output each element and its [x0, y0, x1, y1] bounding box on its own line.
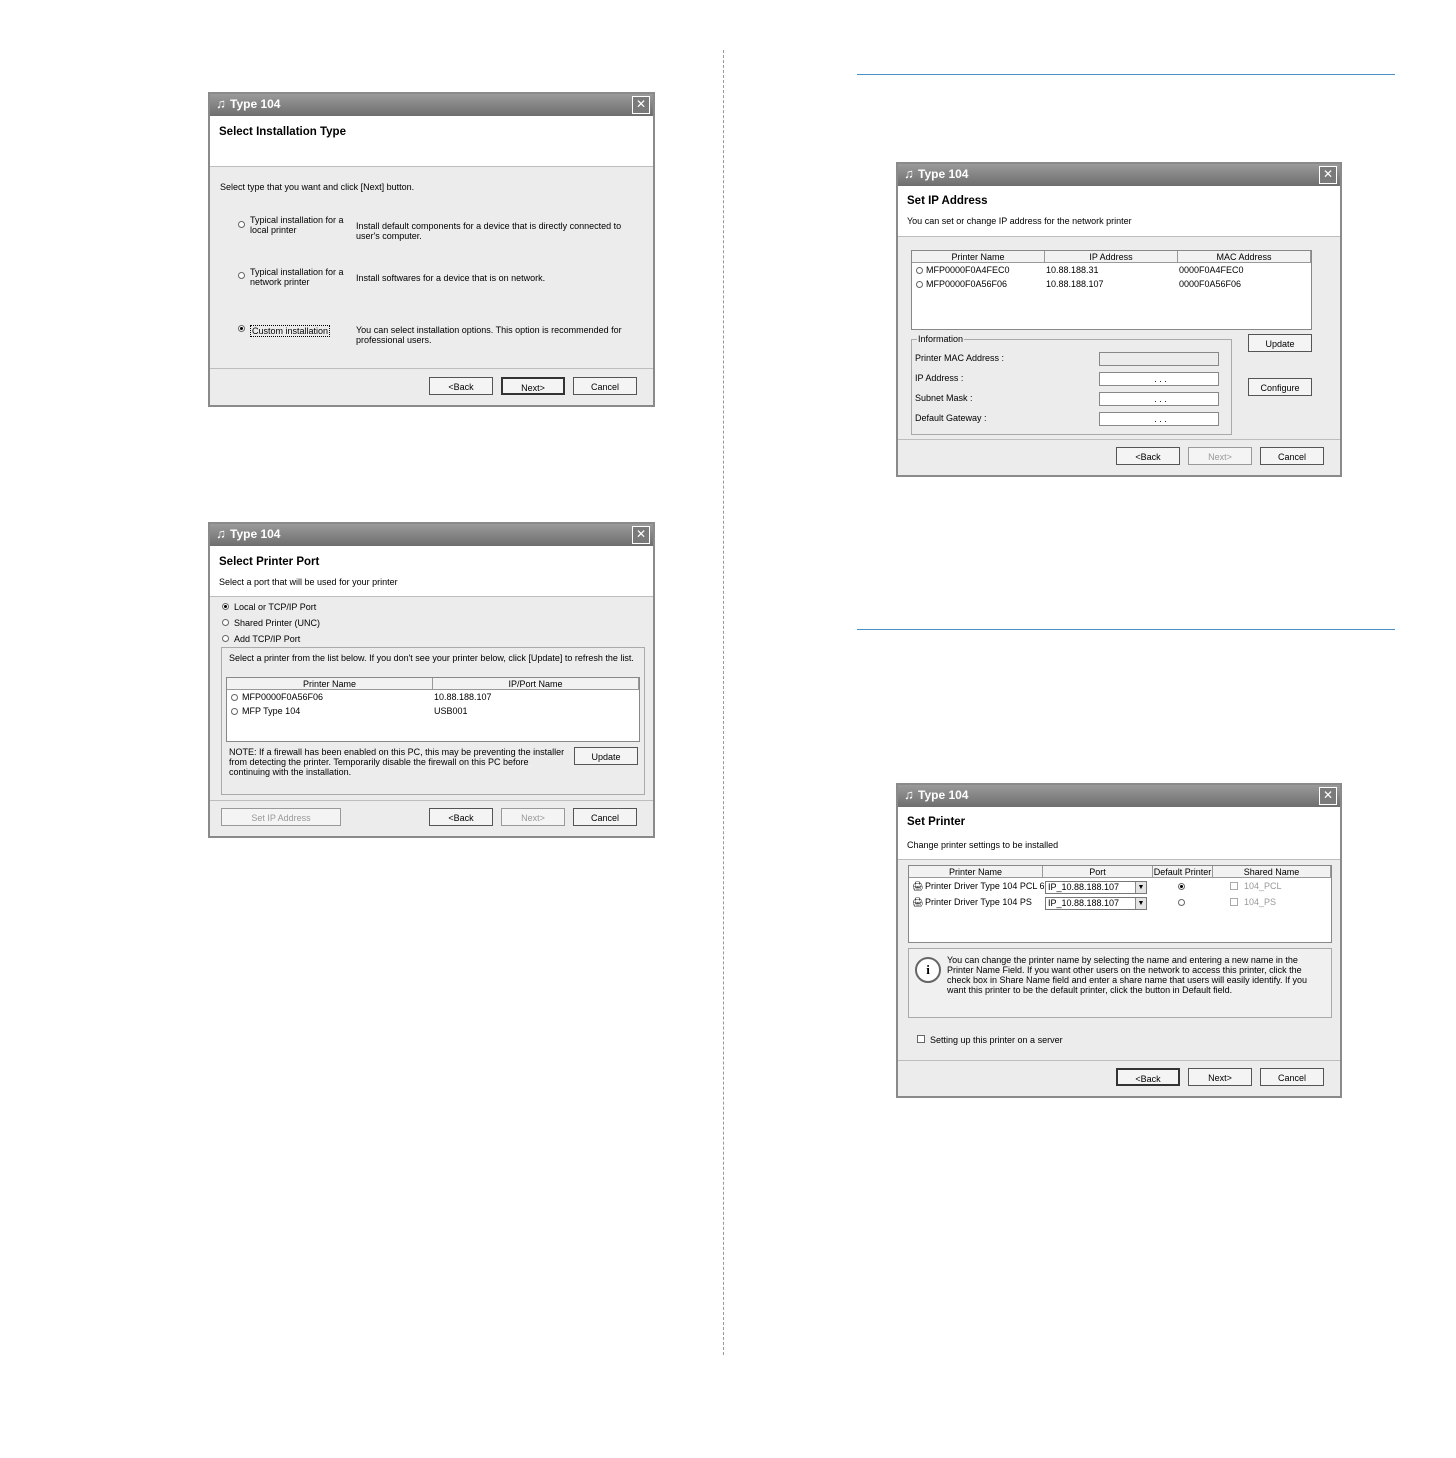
radio-add-tcpip-port[interactable]: [222, 635, 229, 642]
select-printer-port-dialog: [208, 522, 655, 838]
update-button[interactable]: Update: [1248, 334, 1312, 352]
list-instruction: Select a printer from the list below. If you don't see your printer below, click [Update] to refresh the list.: [229, 653, 634, 663]
default-gateway-input[interactable]: . . .: [1099, 412, 1219, 426]
option-desc-network: Install softwares for a device that is on network.: [356, 273, 546, 283]
row-radio[interactable]: [231, 694, 238, 701]
dialog-header: [210, 116, 653, 167]
port-option-shared[interactable]: Shared Printer (UNC): [234, 618, 321, 628]
port-select[interactable]: [1045, 881, 1147, 894]
window-title: Type 104: [230, 97, 281, 111]
next-button[interactable]: Next>: [501, 808, 565, 826]
radio-network-printer[interactable]: [238, 272, 245, 279]
row-printer-name[interactable]: MFP0000F0A56F06: [926, 279, 1008, 289]
footer-separator: [898, 1060, 1340, 1061]
information-group-label: Information: [918, 334, 964, 344]
chevron-down-icon[interactable]: ▼: [1135, 898, 1146, 909]
row-radio[interactable]: [916, 267, 923, 274]
server-checkbox-label[interactable]: Setting up this printer on a server: [930, 1035, 1063, 1045]
row-printer-name[interactable]: MFP Type 104: [242, 706, 301, 716]
column-header-default-printer[interactable]: Default Printer: [1153, 867, 1212, 877]
next-button[interactable]: Next>: [501, 377, 565, 395]
printer-icon: 🖨: [912, 881, 924, 891]
printer-list-group: [221, 647, 645, 795]
title-bar: [210, 94, 653, 116]
port-select[interactable]: [1045, 897, 1147, 910]
window-title: Type 104: [918, 167, 969, 181]
title-bar: [210, 524, 653, 546]
server-checkbox[interactable]: [917, 1035, 925, 1043]
column-header-shared-name[interactable]: Shared Name: [1213, 866, 1331, 878]
radio-local-tcpip-port[interactable]: [222, 603, 229, 610]
header-title: Set Printer: [907, 816, 966, 828]
installer-icon: ♫: [904, 166, 914, 181]
column-header-printer-name[interactable]: Printer Name: [909, 866, 1043, 878]
info-text: You can change the printer name by selecting the name and entering a new name in the Printer Name Field. If you want other users on the network to access this printer, click the check box in Share Name field and enter a share name that users will easily identify. If you want this printer to be the default printer, click the button in Default field.: [947, 955, 1308, 995]
firewall-note: NOTE: If a firewall has been enabled on this PC, this may be preventing the installer from detecting the printer. Temporarily disable the firewall on this PC before continuing with the installation.: [229, 747, 565, 777]
next-button[interactable]: Next>: [1188, 447, 1252, 465]
port-select-value: IP_10.88.188.107: [1048, 882, 1120, 892]
cancel-button[interactable]: Cancel: [573, 808, 637, 826]
section-rule-middle: [857, 629, 1395, 630]
next-button[interactable]: Next>: [1188, 1068, 1252, 1086]
mac-address-field: [1099, 352, 1219, 366]
header-title: Select Installation Type: [219, 126, 346, 138]
column-header-port[interactable]: Port: [1043, 866, 1153, 878]
row-radio[interactable]: [916, 281, 923, 288]
header-title: Set IP Address: [907, 195, 988, 207]
header-subtitle: Select a port that will be used for your printer: [219, 577, 398, 587]
set-ip-address-button[interactable]: Set IP Address: [221, 808, 341, 826]
shared-name[interactable]: 104_PS: [1244, 897, 1277, 907]
header-title: Select Printer Port: [219, 556, 320, 568]
column-header-mac-address[interactable]: MAC Address: [1178, 251, 1311, 263]
back-button[interactable]: <Back: [1116, 447, 1180, 465]
installer-icon: ♫: [216, 526, 226, 541]
column-header-printer-name[interactable]: Printer Name: [227, 678, 433, 690]
row-ip-address: 10.88.188.31: [1046, 265, 1099, 275]
header-subtitle: You can set or change IP address for the network printer: [907, 216, 1132, 226]
row-mac-address: 0000F0A56F06: [1179, 279, 1242, 289]
option-desc-local: Install default components for a device that is directly connected to user's computer.: [356, 221, 622, 241]
row-printer-name[interactable]: Printer Driver Type 104 PCL 6: [925, 881, 1045, 891]
chevron-down-icon[interactable]: ▼: [1135, 882, 1146, 893]
dialog-header: [210, 546, 653, 597]
ip-address-input[interactable]: . . .: [1099, 372, 1219, 386]
row-radio[interactable]: [231, 708, 238, 715]
default-gateway-label: Default Gateway :: [915, 413, 987, 423]
cancel-button[interactable]: Cancel: [1260, 447, 1324, 465]
shared-name[interactable]: 104_PCL: [1244, 881, 1282, 891]
row-printer-name[interactable]: Printer Driver Type 104 PS: [925, 897, 1032, 907]
window-title: Type 104: [918, 788, 969, 802]
set-printer-dialog: [896, 783, 1342, 1098]
printer-list[interactable]: [226, 677, 640, 742]
close-icon[interactable]: ✕: [632, 526, 650, 544]
network-printer-list[interactable]: [911, 250, 1312, 330]
header-subtitle: Change printer settings to be installed: [907, 840, 1059, 850]
back-button[interactable]: <Back: [1116, 1068, 1180, 1086]
column-header-ip-port[interactable]: IP/Port Name: [433, 678, 639, 690]
instruction-text: Select type that you want and click [Next] button.: [220, 182, 415, 192]
default-printer-radio[interactable]: [1178, 883, 1185, 890]
configure-button[interactable]: Configure: [1248, 378, 1312, 396]
port-option-add[interactable]: Add TCP/IP Port: [234, 634, 301, 644]
footer-separator: [898, 439, 1340, 440]
close-icon[interactable]: ✕: [1319, 166, 1337, 184]
option-label-local[interactable]: Typical installation for a local printer: [250, 215, 344, 235]
printer-settings-list[interactable]: [908, 865, 1332, 943]
select-installation-type-dialog: [208, 92, 655, 407]
footer-separator: [210, 368, 653, 369]
row-port-name: USB001: [434, 706, 468, 716]
column-divider: [723, 50, 724, 1355]
set-ip-address-dialog: [896, 162, 1342, 477]
close-icon[interactable]: ✕: [632, 96, 650, 114]
title-bar: [898, 164, 1340, 186]
column-header-ip-address[interactable]: IP Address: [1045, 251, 1178, 263]
mac-address-label: Printer MAC Address :: [915, 353, 1005, 363]
installer-icon: ♫: [904, 787, 914, 802]
shared-checkbox[interactable]: [1230, 882, 1238, 890]
footer-separator: [210, 800, 653, 801]
shared-checkbox[interactable]: [1230, 898, 1238, 906]
close-icon[interactable]: ✕: [1319, 787, 1337, 805]
back-button[interactable]: <Back: [429, 377, 493, 395]
option-label-network[interactable]: Typical installation for a network printer: [250, 267, 344, 287]
info-icon: i: [915, 957, 941, 983]
default-printer-radio[interactable]: [1178, 899, 1185, 906]
printer-icon: 🖨: [912, 897, 924, 907]
dialog-header: [898, 807, 1340, 860]
dialog-header: [898, 186, 1340, 237]
ip-address-label: IP Address :: [915, 373, 964, 383]
radio-custom-installation[interactable]: [238, 325, 245, 332]
row-port-name: 10.88.188.107: [434, 692, 492, 702]
title-bar: [898, 785, 1340, 807]
back-button[interactable]: <Back: [429, 808, 493, 826]
row-mac-address: 0000F0A4FEC0: [1179, 265, 1244, 275]
info-panel: [908, 948, 1332, 1018]
cancel-button[interactable]: Cancel: [573, 377, 637, 395]
port-option-local[interactable]: Local or TCP/IP Port: [234, 602, 317, 612]
row-ip-address: 10.88.188.107: [1046, 279, 1104, 289]
radio-local-printer[interactable]: [238, 221, 245, 228]
update-button[interactable]: Update: [574, 747, 638, 765]
installer-icon: ♫: [216, 96, 226, 111]
subnet-mask-label: Subnet Mask :: [915, 393, 973, 403]
column-header-printer-name[interactable]: Printer Name: [912, 251, 1045, 263]
radio-shared-printer[interactable]: [222, 619, 229, 626]
port-select-value: IP_10.88.188.107: [1048, 898, 1120, 908]
row-printer-name[interactable]: MFP0000F0A56F06: [242, 692, 324, 702]
window-title: Type 104: [230, 527, 281, 541]
information-group: [911, 334, 1232, 435]
row-printer-name[interactable]: MFP0000F0A4FEC0: [926, 265, 1010, 275]
subnet-mask-input[interactable]: . . .: [1099, 392, 1219, 406]
cancel-button[interactable]: Cancel: [1260, 1068, 1324, 1086]
section-rule-top: [857, 74, 1395, 75]
option-label-custom[interactable]: Custom installation: [252, 326, 329, 336]
option-desc-custom: You can select installation options. This option is recommended for professional users.: [356, 325, 622, 345]
